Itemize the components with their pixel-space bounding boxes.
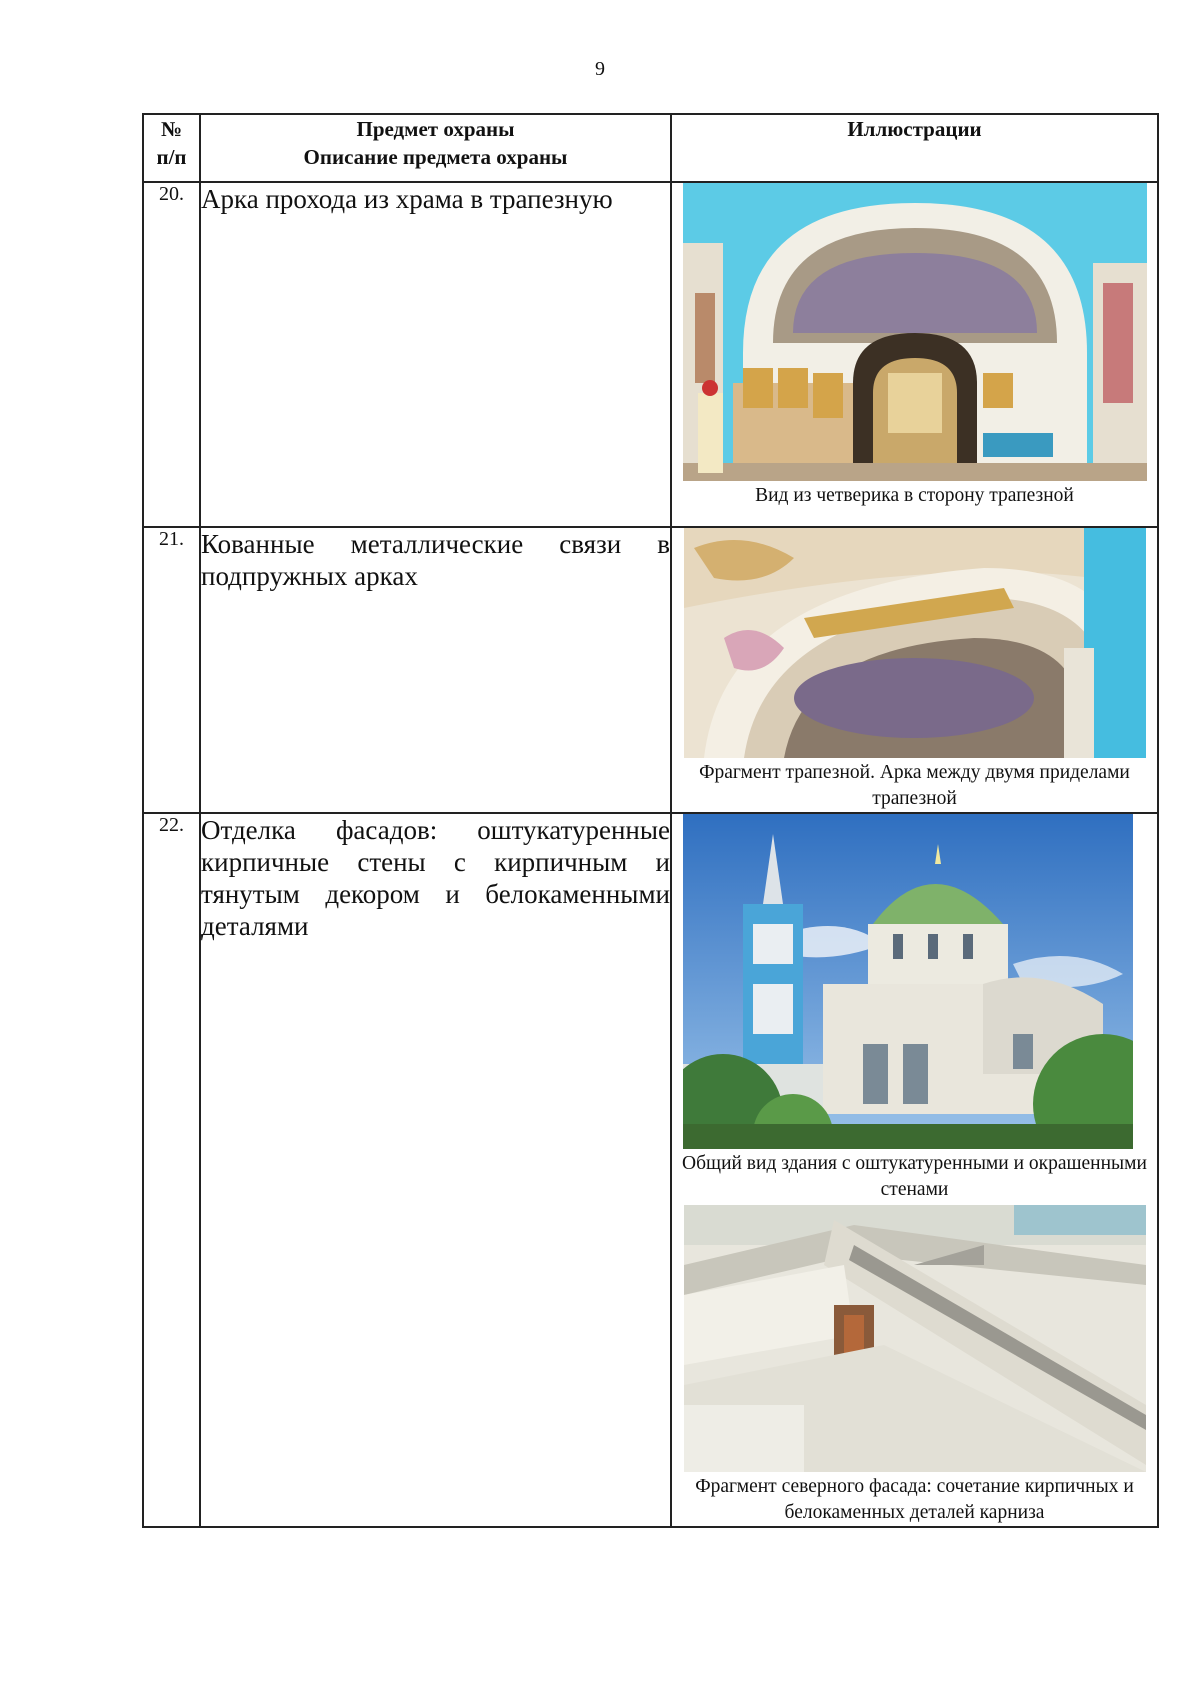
header-illustrations (671, 114, 1158, 182)
facade-cornice-fragment-photo (684, 1205, 1146, 1472)
row-number: 20. (143, 182, 200, 527)
header-description (200, 114, 671, 182)
photo-caption: Фрагмент северного фасада: сочетание кирпичных и белокаменных деталей карниза (695, 1476, 1134, 1523)
row-number: 22. (143, 813, 200, 1527)
page-number: 9 (595, 58, 605, 80)
table-row (143, 813, 1158, 1527)
table-row (143, 527, 1158, 813)
row-illustrations (671, 813, 1158, 1527)
header-illustrations-label: Иллюстрации (847, 117, 982, 141)
header-number-line1: № (160, 117, 183, 141)
church-exterior-photo (683, 814, 1147, 1149)
header-description-line2: Описание предмета охраны (303, 145, 568, 169)
row-description: Кованные металлические связи в подпружных арках (200, 527, 671, 813)
table-row (143, 182, 1158, 527)
row-description: Отделка фасадов: оштукатуренные кирпичные стены с кирпичным и тянутым декором и белокаменными деталями (200, 813, 671, 1527)
photo-caption: Общий вид здания с оштукатуренными и окрашенными стенами (682, 1153, 1147, 1200)
table-header-row (143, 114, 1158, 182)
row-number: 21. (143, 527, 200, 813)
header-number-line2: п/п (156, 145, 187, 169)
photo-caption: Фрагмент трапезной. Арка между двумя приделами трапезной (699, 762, 1130, 809)
row-illustrations (671, 527, 1158, 813)
header-description-line1: Предмет охраны (356, 117, 515, 141)
row-illustrations (671, 182, 1158, 527)
painted-arch-vault-photo (684, 528, 1146, 758)
photo-caption: Вид из четверика в сторону трапезной (755, 485, 1074, 506)
church-interior-arch-photo (683, 183, 1147, 481)
protection-subject-table (142, 113, 1159, 1528)
header-number (143, 114, 200, 182)
row-description: Арка прохода из храма в трапезную (200, 182, 671, 527)
